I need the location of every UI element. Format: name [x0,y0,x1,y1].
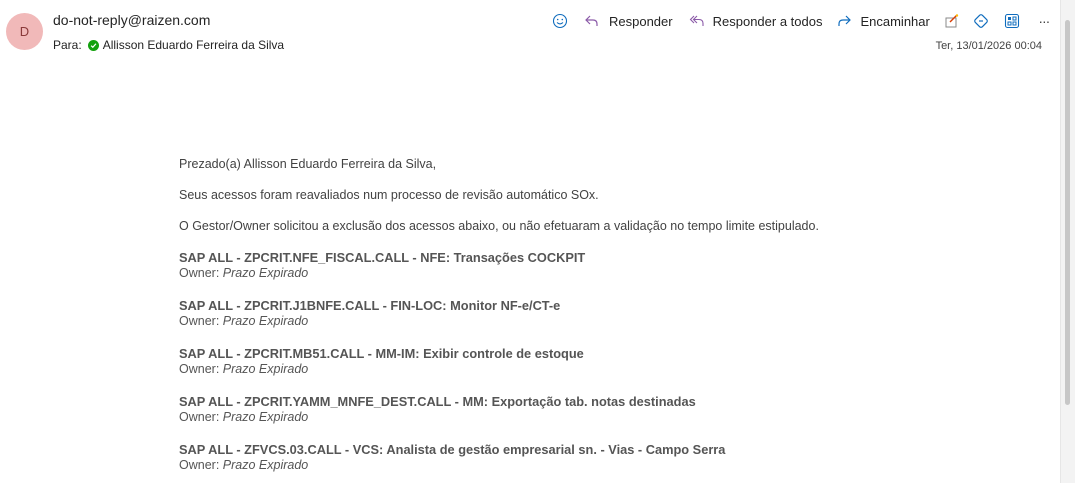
forward-button[interactable] [836,13,929,29]
scrollbar-thumb[interactable] [1065,20,1070,405]
access-item-owner: Owner: Prazo Expirado [179,458,309,472]
access-item-title: SAP ALL - ZPCRIT.J1BNFE.CALL - FIN-LOC: Monitor NF-e/CT-e [179,298,561,313]
vertical-scrollbar[interactable] [1060,0,1075,483]
greeting: Prezado(a) Allisson Eduardo Ferreira da Silva, [179,157,437,171]
reply-icon [584,13,600,29]
reply-all-icon [689,13,705,29]
access-item [179,298,939,330]
access-item [179,442,939,474]
emoji-reaction-icon[interactable] [551,12,569,30]
more-actions-button[interactable]: ··· [1038,13,1050,29]
access-item-owner: Owner: Prazo Expirado [179,266,309,280]
avatar-initial: D [19,24,30,39]
paragraph-review: Seus acessos foram reavaliados num processo de revisão automático SOx. [179,188,599,202]
to-label: Para: [53,38,82,52]
access-item-owner: Owner: Prazo Expirado [179,314,309,328]
sticky-note-icon[interactable] [943,12,961,30]
access-item-owner: Owner: Prazo Expirado [179,410,309,424]
access-item-title: SAP ALL - ZPCRIT.NFE_FISCAL.CALL - NFE: Transações COCKPIT [179,250,586,265]
recipient-row [53,38,284,52]
loop-component-icon[interactable] [972,12,990,30]
message-body [179,157,939,490]
reply-button[interactable] [584,13,673,29]
forward-label: Encaminhar [860,13,930,29]
paragraph-exclusion: O Gestor/Owner solicitou a exclusão dos acessos abaixo, ou não efetuaram a validação no tempo limite estipulado. [179,219,819,233]
reply-all-label: Responder a todos [712,13,823,29]
message-date: Ter, 13/01/2026 00:04 [935,40,1042,52]
access-item-title: SAP ALL - ZFVCS.03.CALL - VCS: Analista de gestão empresarial sn. - Vias - Campo Serra [179,442,726,457]
access-item-title: SAP ALL - ZPCRIT.MB51.CALL - MM-IM: Exibir controle de estoque [179,346,584,361]
apps-icon[interactable] [1003,12,1021,30]
recipient-name[interactable]: Allisson Eduardo Ferreira da Silva [102,38,285,52]
presence-available-icon [88,40,99,51]
access-item-title: SAP ALL - ZPCRIT.YAMM_MNFE_DEST.CALL - MM: Exportação tab. notas destinadas [179,394,696,409]
access-item [179,250,939,282]
access-item [179,394,939,426]
access-item-owner: Owner: Prazo Expirado [179,362,309,376]
sender-address[interactable]: do-not-reply@raizen.com [53,12,211,28]
avatar[interactable] [6,13,43,50]
access-item [179,346,939,378]
reply-all-button[interactable] [689,13,823,29]
reply-label: Responder [609,13,673,29]
forward-icon [836,13,852,29]
message-toolbar [551,10,1053,32]
